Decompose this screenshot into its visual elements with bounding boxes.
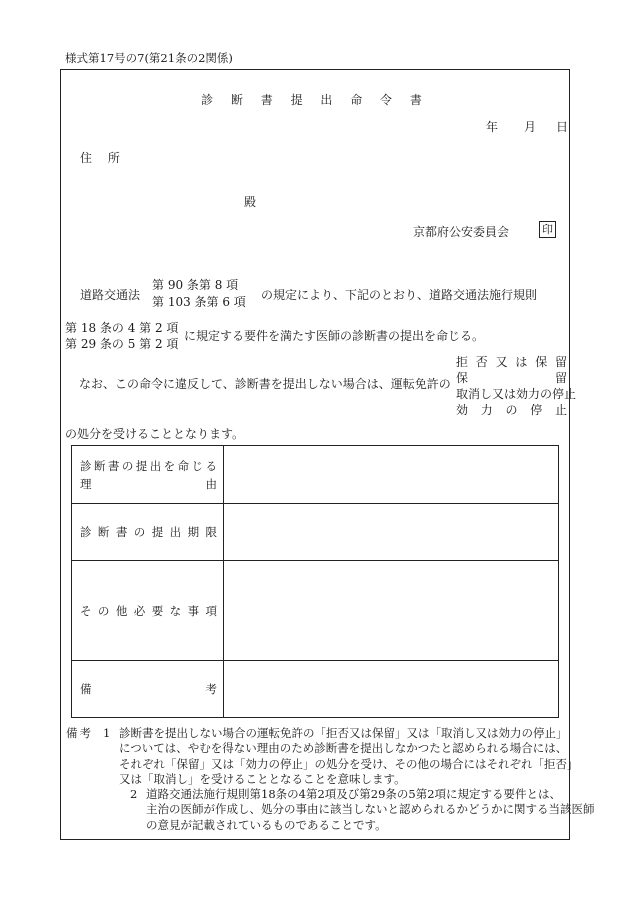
remark-2-line: 主治の医師が作成し、処分の事由に該当しないと認められるかどうかに関する当該医師: [146, 802, 595, 816]
remark-2-line: の意見が記載されているものであることです。: [146, 818, 387, 832]
details-table: [71, 445, 559, 718]
remark-1-line: 診断書を提出しない場合の運転免許の「拒否又は保留」又は「取消し又は効力の停止」: [119, 726, 568, 740]
reason-label-line2a: 理: [80, 476, 92, 491]
notes-label-cell: [72, 661, 224, 718]
other-matters-label: その他必要な事項: [80, 603, 217, 618]
seal-stamp-box: 印: [539, 221, 556, 238]
notes-label-b: 考: [205, 682, 217, 696]
date-month-label: 月: [524, 120, 537, 134]
reason-label-line1: 診断書の提出を命じる: [80, 458, 217, 473]
deadline-label: 診断書の提出期限: [80, 525, 217, 539]
law-name: 道路交通法: [80, 288, 141, 302]
remark-1-line: 又は「取消し」を受けることとなることを意味します。: [119, 772, 406, 786]
remark-2-line: 道路交通法施行規則第18条の4第2項及び第29条の5第2項に規定する要件とは、: [146, 787, 562, 801]
notice-sentence: なお、この命令に違反して、診断書を提出しない場合は、運転免許の: [79, 377, 451, 391]
form-number: 様式第17号の7(第21条の2関係): [65, 51, 233, 65]
remark-1-line: については、やむを得ない理由のため診断書を提出しなかつたと認められる場合には、: [119, 741, 568, 755]
law-article-1: 第 90 条第 8 項: [152, 278, 239, 292]
notice-sentence-tail: の処分を受けることとなります。: [65, 427, 245, 441]
reason-value-cell[interactable]: [224, 446, 559, 504]
reason-label-line2b: 由: [205, 476, 217, 491]
remark-number-1: 1: [103, 726, 111, 740]
rule-sentence-tail: に規定する要件を満たす医師の診断書の提出を命じる。: [184, 329, 485, 343]
disposition-option-1: 拒否又は保留: [456, 355, 567, 369]
address-label: 住 所: [80, 151, 126, 165]
date-day-label: 日: [556, 120, 569, 134]
notes-value-cell[interactable]: [224, 661, 559, 718]
other-matters-value-cell[interactable]: [224, 561, 559, 661]
document-title: 診 断 書 提 出 命 令 書: [201, 93, 429, 107]
table-row: [72, 504, 559, 561]
disposition-option-2: 保留: [456, 371, 567, 385]
table-row: [72, 446, 559, 504]
notes-label-a: 備: [80, 682, 92, 696]
remark-1-line: それぞれ「保留」又は「効力の停止」の処分を受け、その他の場合にはそれぞれ「拒否」: [119, 757, 579, 771]
table-row: [72, 561, 559, 661]
table-row: [72, 661, 559, 718]
law-article-2: 第 103 条第 6 項: [152, 295, 246, 309]
honorific-label: 殿: [244, 195, 257, 209]
disposition-option-4: 効力の停止: [456, 403, 567, 417]
reason-label-cell: [72, 446, 224, 504]
deadline-label-cell: [72, 504, 224, 561]
remark-number-2: 2: [130, 787, 138, 801]
rule-article-2: 第 29 条の 5 第 2 項: [65, 337, 179, 351]
deadline-value-cell[interactable]: [224, 504, 559, 561]
rule-article-1: 第 18 条の 4 第 2 項: [65, 321, 179, 335]
other-matters-label-cell: [72, 561, 224, 661]
disposition-option-3: 取消し又は効力の停止: [456, 387, 577, 401]
remarks-heading: 備考: [66, 726, 93, 740]
law-sentence-tail: の規定により、下記のとおり、道路交通法施行規則: [261, 288, 538, 302]
issuer-name: 京都府公安委員会: [413, 225, 510, 239]
date-year-label: 年: [486, 120, 499, 134]
